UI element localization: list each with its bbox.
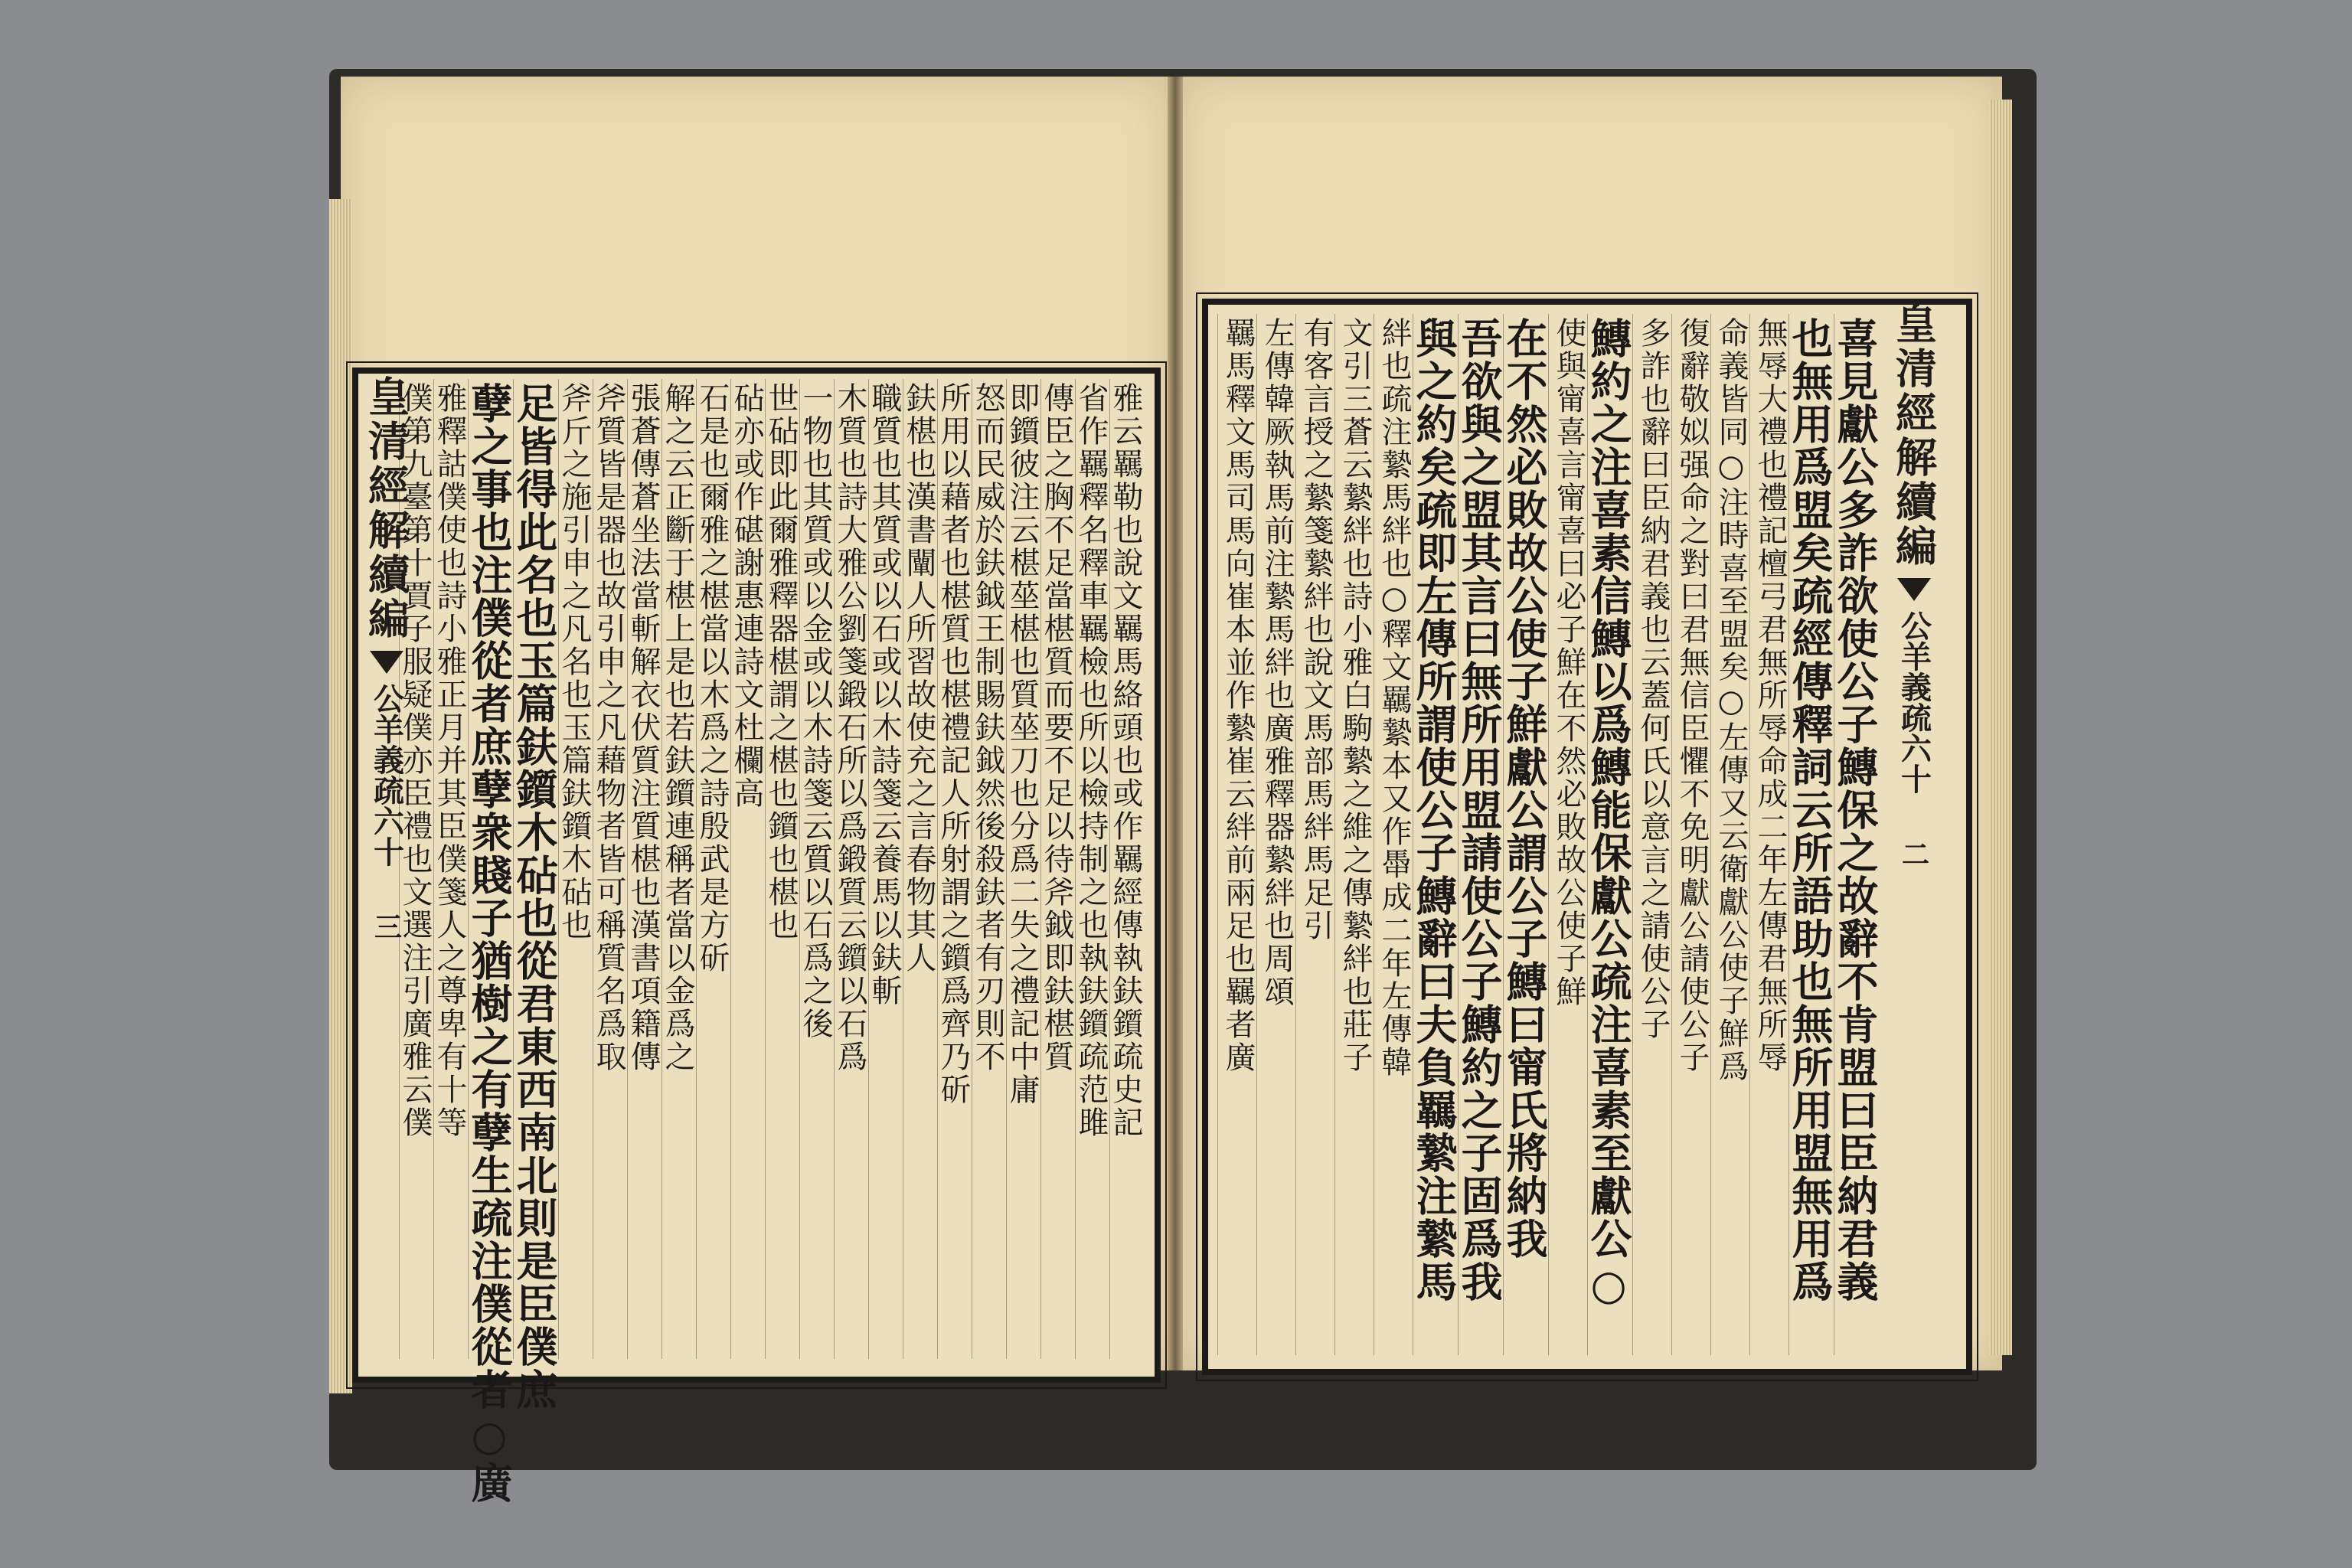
book-spine bbox=[1168, 77, 1183, 1370]
text-column: 無辱大禮也禮記檀弓君無所辱命成二年左傳君無所辱 bbox=[1749, 314, 1785, 1355]
text-column: 雅釋詁僕使也詩小雅正月并其臣僕箋人之尊卑有十等 bbox=[433, 379, 465, 1359]
text-column: 雅云羈勒也說文羈馬絡頭也或作羈經傳執鈇鑕疏史記 bbox=[1109, 379, 1141, 1359]
text-column: 即鑕彼注云椹莝椹也質莝刀也分爲二失之禮記中庸 bbox=[1006, 379, 1037, 1359]
fish-tail-mark-icon bbox=[1897, 578, 1931, 601]
text-column: 石是也爾雅之椹當以木爲之詩殷武是方斫 bbox=[696, 379, 727, 1359]
text-column: 命義皆同○注時喜至盟矣○左傳又云衛獻公使子鮮爲 bbox=[1710, 314, 1746, 1355]
text-column: 左傳韓厥執馬前注縶馬絆也廣雅釋器縶絆也周頌 bbox=[1256, 314, 1292, 1355]
text-column: 孽之事也注僕從者庶孽衆賤子猶樹之有孽生疏注僕從者○廣 bbox=[468, 379, 510, 1359]
right-leaf-number: 二 bbox=[1897, 840, 1930, 867]
text-column: 傳臣之胸不足當椹質而要不足以待斧鉞即鈇椹質 bbox=[1040, 379, 1072, 1359]
text-column: 斧斤之施引申之凡名也玉篇鈇鑕木砧也 bbox=[558, 379, 590, 1359]
text-column: 職質也其質或以石或以木詩箋云養馬以鈇斬 bbox=[868, 379, 900, 1359]
text-column: 有客言授之縶箋縶絆也說文馬部馬絆馬足引 bbox=[1295, 314, 1331, 1355]
right-page-header bbox=[1883, 302, 1945, 1359]
text-column: 張蒼傳蒼坐法當斬解衣伏質注質椹也漢書項籍傳 bbox=[627, 379, 658, 1359]
text-column: 多詐也辭曰臣納君義也云蓋何氏以意言之請使公子 bbox=[1632, 314, 1668, 1355]
text-column: 與之約矣疏即左傳所謂使公子鱄辭曰夫負羈縶注縶馬 bbox=[1413, 314, 1455, 1355]
text-column: 鈇椹也漢書闡人所習故使充之言春物其人 bbox=[903, 379, 934, 1359]
text-column: 砧亦或作碪謝惠連詩文杜欄高 bbox=[730, 379, 762, 1359]
text-column: 鱄約之注喜素信鱄以爲鱄能保獻公疏注喜素至獻公○ bbox=[1587, 314, 1629, 1355]
text-column: 斧質皆是器也故引申之凡藉物者皆可稱質名爲取 bbox=[593, 379, 624, 1359]
right-header-title: 皇清經解續編 bbox=[1889, 302, 1939, 569]
text-column: 足皆得此名也玉篇鈇鑕木砧也從君東西南北則是臣僕庶 bbox=[513, 379, 555, 1359]
left-header-subtitle: 公羊義疏六十 bbox=[368, 683, 405, 867]
text-column: 吾欲與之盟其言曰無所用盟請使公子鱄約之子固爲我 bbox=[1458, 314, 1500, 1355]
left-page-edges bbox=[329, 199, 352, 1393]
text-column: 一物也其質或以金或以木詩箋云質以石爲之後 bbox=[799, 379, 831, 1359]
right-text-columns bbox=[1217, 314, 1880, 1355]
left-header-title: 皇清經解續編 bbox=[361, 375, 411, 642]
text-column: 僕第九臺第十賈子服疑僕亦臣禮也文選注引廣雅云僕 bbox=[399, 379, 430, 1359]
text-column: 絆也疏注縶馬絆也○釋文羈縶本又作馽成二年左傳韓 bbox=[1374, 314, 1410, 1355]
text-column: 也無用爲盟矣疏經傳釋詞云所語助也無所用盟無用爲 bbox=[1788, 314, 1831, 1355]
text-column: 復辭敬姒强命之對曰君無信臣懼不免明獻公請使公子 bbox=[1671, 314, 1707, 1355]
right-page-edges bbox=[1989, 100, 2012, 1355]
text-column: 文引三蒼云縶絆也詩小雅白駒縶之維之傳縶絆也莊子 bbox=[1334, 314, 1370, 1355]
left-text-columns bbox=[397, 379, 1143, 1504]
text-column: 羈馬釋文馬司馬向崔本並作縶崔云絆前兩足也羈者廣 bbox=[1217, 314, 1253, 1355]
text-column: 世砧即此爾雅釋器椹謂之椹也鑕也椹也 bbox=[765, 379, 796, 1359]
text-column: 解之云正斷于椹上是也若鈇鑕連稱者當以金爲之 bbox=[662, 379, 693, 1359]
text-column: 木質也詩大雅公劉箋鍛石所以爲鍛質云鑕以石爲 bbox=[834, 379, 865, 1359]
left-leaf-number: 三 bbox=[370, 913, 403, 940]
text-column: 喜見獻公多詐欲使公子鱄保之故辭不肯盟曰臣納君義 bbox=[1834, 314, 1876, 1355]
text-column: 在不然必敗故公使子鮮獻公謂公子鱄曰甯氏將納我 bbox=[1503, 314, 1545, 1355]
text-column: 使與甯喜言甯喜曰必子鮮在不然必敗故公使子鮮 bbox=[1548, 314, 1584, 1355]
text-column: 怒而民威於鈇鉞王制賜鈇鉞然後殺鈇者有刃則不 bbox=[972, 379, 1003, 1359]
text-column: 省作羈釋名釋車羈檢也所以檢持制之也執鈇鑕疏范雎 bbox=[1075, 379, 1106, 1359]
right-header-subtitle: 公羊義疏六十 bbox=[1896, 610, 1932, 794]
text-column: 所用以藉者也椹質也椹禮記人所射謂之鑕爲齊乃斫 bbox=[937, 379, 969, 1359]
